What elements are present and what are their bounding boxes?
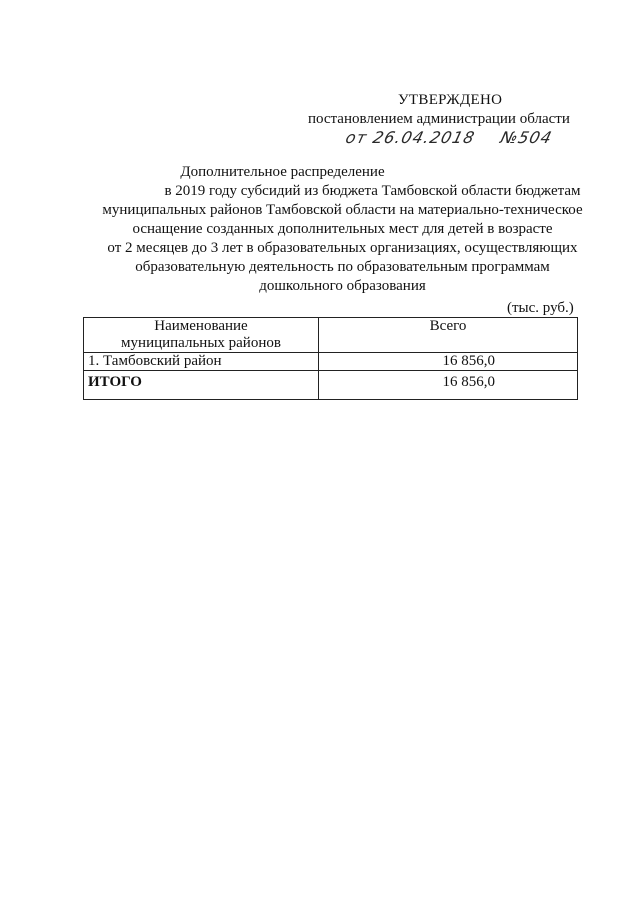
table-row bbox=[84, 353, 578, 371]
header-total: Всего bbox=[319, 318, 578, 353]
title-line: от 2 месяцев до 3 лет в образовательных организациях, осуществляющих bbox=[107, 240, 578, 256]
title-line: оснащение созданных дополнительных мест для детей в возрасте bbox=[132, 221, 553, 237]
approved-heading: УТВЕРЖДЕНО bbox=[398, 92, 503, 108]
title-line: дошкольного образования bbox=[259, 278, 426, 294]
title-line: образовательную деятельность по образовательным программам bbox=[135, 259, 550, 275]
title-line: муниципальных районов Тамбовской области на материально-техническое bbox=[102, 202, 583, 218]
title-line: Дополнительное распределение bbox=[180, 164, 385, 180]
header-name bbox=[84, 318, 319, 353]
handwritten-date-number bbox=[344, 128, 555, 147]
total-value: 16 856,0 bbox=[319, 371, 578, 400]
header-name-line2: муниципальных районов bbox=[121, 335, 281, 351]
title-line: в 2019 году субсидий из бюджета Тамбовской области бюджетам bbox=[164, 183, 581, 199]
units-label: (тыс. руб.) bbox=[507, 300, 574, 316]
table-total-row bbox=[84, 371, 578, 400]
handwritten-number: №504 bbox=[498, 128, 555, 147]
total-label: ИТОГО bbox=[84, 371, 319, 400]
row-value: 16 856,0 bbox=[319, 353, 578, 371]
document-title bbox=[70, 163, 615, 296]
distribution-table bbox=[83, 317, 578, 400]
table-header-row bbox=[84, 318, 578, 353]
handwritten-date: от 26.04.2018 bbox=[343, 128, 478, 147]
approval-basis: постановлением администрации области bbox=[308, 111, 570, 127]
row-name: 1. Тамбовский район bbox=[84, 353, 319, 371]
header-name-line1: Наименование bbox=[154, 318, 248, 334]
